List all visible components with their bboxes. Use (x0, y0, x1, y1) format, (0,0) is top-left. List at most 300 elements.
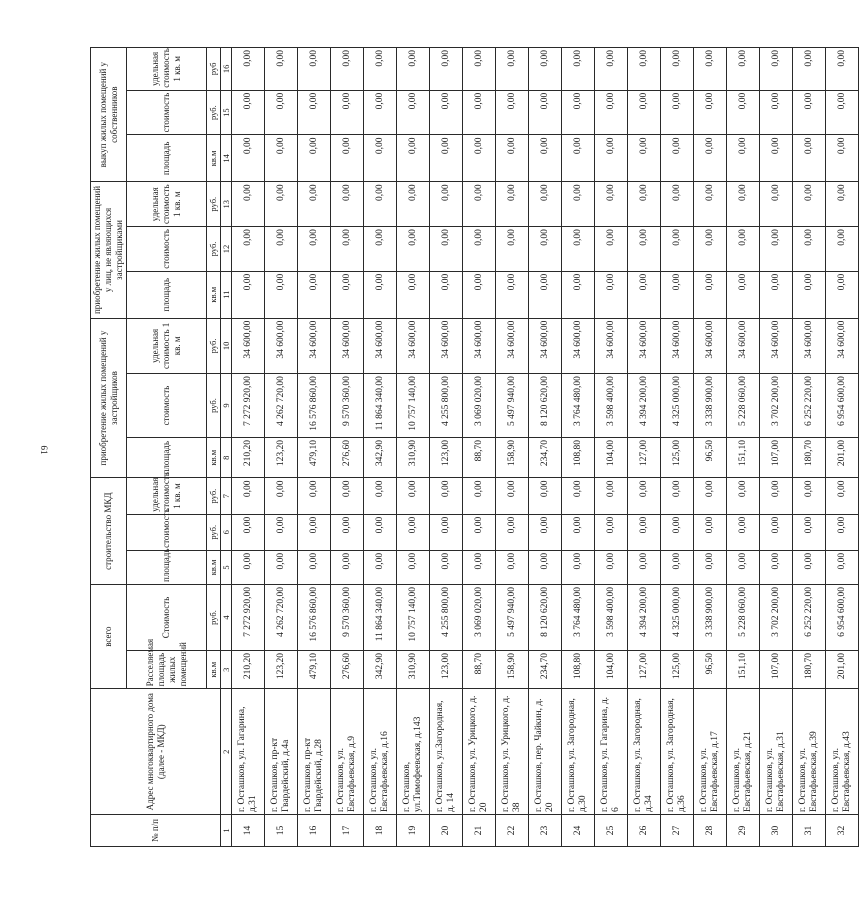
row-constr-area: 0,00 (430, 550, 463, 584)
row-settle-area: 180,70 (793, 651, 826, 689)
row-total-cost: 4 325 000,00 (661, 584, 694, 650)
row-address: г. Осташков, ул. Загородная, д.34 (628, 689, 661, 815)
row-dev-unit: 34 600,00 (760, 318, 793, 373)
column-number: 5 (221, 550, 232, 584)
row-dev-cost: 5 497 940,00 (496, 374, 529, 438)
row-buyout-area: 0,00 (298, 135, 331, 182)
row-dev-unit: 34 600,00 (463, 318, 496, 373)
col-dev-unit: удельная стоимость 1 кв. м (127, 318, 207, 373)
row-nondev-area: 0,00 (331, 271, 364, 318)
row-total-cost: 9 570 360,00 (331, 584, 364, 650)
row-nondev-cost: 0,00 (265, 227, 298, 272)
row-nondev-unit: 0,00 (793, 182, 826, 227)
row-total-cost: 8 120 620,00 (529, 584, 562, 650)
column-number: 8 (221, 437, 232, 477)
col-constr-unit: удельная стоимость 1 кв. м (127, 478, 207, 514)
row-number: 32 (826, 815, 859, 847)
row-settle-area: 107,00 (760, 651, 793, 689)
row-number: 25 (595, 815, 628, 847)
row-buyout-area: 0,00 (793, 135, 826, 182)
row-nondev-area: 0,00 (826, 271, 859, 318)
row-address: г. Осташков, ул. Гагарина, д. 6 (595, 689, 628, 815)
row-dev-cost: 8 120 620,00 (529, 374, 562, 438)
row-nondev-unit: 0,00 (298, 182, 331, 227)
row-constr-unit: 0,00 (298, 478, 331, 514)
row-address: г. Осташков, ул. Евстафьевская, д.16 (364, 689, 397, 815)
col-no-header: № п/п (91, 815, 221, 847)
row-nondev-area: 0,00 (529, 271, 562, 318)
row-settle-area: 123,00 (430, 651, 463, 689)
row-nondev-unit: 0,00 (232, 182, 265, 227)
row-buyout-unit: 0,00 (397, 48, 430, 91)
table-row (397, 48, 430, 847)
row-buyout-cost: 0,00 (595, 90, 628, 135)
row-constr-unit: 0,00 (463, 478, 496, 514)
column-number: 13 (221, 182, 232, 227)
row-constr-unit: 0,00 (760, 478, 793, 514)
row-constr-cost: 0,00 (298, 514, 331, 550)
resettlement-table (90, 47, 859, 847)
row-number: 27 (661, 815, 694, 847)
row-total-cost: 16 576 860,00 (298, 584, 331, 650)
row-address: г. Осташков, ул. Евстафьевская, д.31 (760, 689, 793, 815)
col-total-cost: Стоимость (127, 584, 207, 650)
col-buyout-area: площадь (127, 135, 207, 182)
row-nondev-unit: 0,00 (463, 182, 496, 227)
row-nondev-area: 0,00 (661, 271, 694, 318)
row-nondev-area: 0,00 (562, 271, 595, 318)
row-nondev-unit: 0,00 (595, 182, 628, 227)
row-buyout-area: 0,00 (595, 135, 628, 182)
column-number: 9 (221, 374, 232, 438)
table-row (496, 48, 529, 847)
row-constr-unit: 0,00 (793, 478, 826, 514)
row-buyout-unit: 0,00 (760, 48, 793, 91)
row-buyout-area: 0,00 (463, 135, 496, 182)
row-constr-area: 0,00 (232, 550, 265, 584)
table-row (364, 48, 397, 847)
row-constr-cost: 0,00 (628, 514, 661, 550)
row-buyout-unit: 0,00 (463, 48, 496, 91)
col-nondev-unit: удельная стоимость 1 кв. м (127, 182, 207, 227)
row-settle-area: 310,90 (397, 651, 430, 689)
row-constr-cost: 0,00 (331, 514, 364, 550)
unit-label: руб. (207, 90, 221, 135)
row-constr-cost: 0,00 (727, 514, 760, 550)
table-row (661, 48, 694, 847)
row-nondev-area: 0,00 (232, 271, 265, 318)
row-dev-cost: 7 272 920,00 (232, 374, 265, 438)
row-constr-unit: 0,00 (430, 478, 463, 514)
row-buyout-area: 0,00 (826, 135, 859, 182)
row-constr-area: 0,00 (397, 550, 430, 584)
row-address: г. Осташков, ул.Загородная, д. 14 (430, 689, 463, 815)
row-buyout-area: 0,00 (628, 135, 661, 182)
row-number: 24 (562, 815, 595, 847)
row-nondev-cost: 0,00 (397, 227, 430, 272)
row-settle-area: 342,90 (364, 651, 397, 689)
page-number: 61 (39, 445, 49, 455)
row-address: г. Осташков, ул. Урицкого, д. 20 (463, 689, 496, 815)
unit-label: кв.м (207, 135, 221, 182)
row-buyout-cost: 0,00 (397, 90, 430, 135)
row-constr-cost: 0,00 (463, 514, 496, 550)
row-dev-unit: 34 600,00 (628, 318, 661, 373)
row-nondev-area: 0,00 (727, 271, 760, 318)
column-number: 1 (221, 815, 232, 847)
column-number: 4 (221, 584, 232, 650)
row-dev-unit: 34 600,00 (265, 318, 298, 373)
row-address: г. Осташков, ул. Евстафьевская, д.43 (826, 689, 859, 815)
row-dev-cost: 3 764 480,00 (562, 374, 595, 438)
row-constr-area: 0,00 (661, 550, 694, 584)
row-constr-unit: 0,00 (529, 478, 562, 514)
row-buyout-area: 0,00 (661, 135, 694, 182)
row-constr-unit: 0,00 (562, 478, 595, 514)
row-address: г. Осташков, ул. Загородная, д.36 (661, 689, 694, 815)
row-dev-area: 125,00 (661, 437, 694, 477)
row-constr-cost: 0,00 (562, 514, 595, 550)
row-nondev-area: 0,00 (397, 271, 430, 318)
table-row (463, 48, 496, 847)
row-settle-area: 210,20 (232, 651, 265, 689)
row-dev-cost: 4 394 200,00 (628, 374, 661, 438)
row-dev-area: 107,00 (760, 437, 793, 477)
row-buyout-unit: 0,00 (265, 48, 298, 91)
row-dev-unit: 34 600,00 (397, 318, 430, 373)
row-number: 14 (232, 815, 265, 847)
row-nondev-cost: 0,00 (496, 227, 529, 272)
row-dev-unit: 34 600,00 (331, 318, 364, 373)
table-row (826, 48, 859, 847)
row-nondev-cost: 0,00 (793, 227, 826, 272)
row-constr-cost: 0,00 (661, 514, 694, 550)
row-dev-area: 127,00 (628, 437, 661, 477)
col-buyout-cost: стоимость (127, 90, 207, 135)
row-nondev-unit: 0,00 (265, 182, 298, 227)
col-buyout-unit: удельная стоимость 1 кв. м (127, 48, 207, 91)
row-number: 23 (529, 815, 562, 847)
row-constr-unit: 0,00 (232, 478, 265, 514)
unit-label: кв.м (207, 437, 221, 477)
column-number: 11 (221, 271, 232, 318)
row-buyout-unit: 0,00 (826, 48, 859, 91)
row-address: г. Осташков, ул.Тимофеевская, д.143 (397, 689, 430, 815)
row-buyout-unit: 0,00 (628, 48, 661, 91)
row-nondev-unit: 0,00 (628, 182, 661, 227)
row-buyout-area: 0,00 (232, 135, 265, 182)
row-nondev-unit: 0,00 (397, 182, 430, 227)
row-buyout-cost: 0,00 (562, 90, 595, 135)
row-constr-cost: 0,00 (265, 514, 298, 550)
row-dev-unit: 34 600,00 (430, 318, 463, 373)
row-constr-unit: 0,00 (364, 478, 397, 514)
row-buyout-unit: 0,00 (793, 48, 826, 91)
row-settle-area: 158,90 (496, 651, 529, 689)
row-address: г. Осташков, ул. Евстафьевская, д.17 (694, 689, 727, 815)
row-number: 19 (397, 815, 430, 847)
table-row (562, 48, 595, 847)
row-dev-cost: 3 338 900,00 (694, 374, 727, 438)
row-dev-unit: 34 600,00 (661, 318, 694, 373)
table-row (694, 48, 727, 847)
row-buyout-cost: 0,00 (694, 90, 727, 135)
row-constr-cost: 0,00 (529, 514, 562, 550)
row-nondev-area: 0,00 (298, 271, 331, 318)
row-dev-cost: 3 702 200,00 (760, 374, 793, 438)
row-dev-area: 201,00 (826, 437, 859, 477)
row-buyout-area: 0,00 (265, 135, 298, 182)
row-nondev-unit: 0,00 (529, 182, 562, 227)
row-dev-unit: 34 600,00 (793, 318, 826, 373)
row-settle-area: 234,70 (529, 651, 562, 689)
row-buyout-area: 0,00 (529, 135, 562, 182)
row-number: 26 (628, 815, 661, 847)
row-constr-unit: 0,00 (727, 478, 760, 514)
row-buyout-cost: 0,00 (232, 90, 265, 135)
group-purchase-developers: приобретение жилых помещений у застройщиков (91, 318, 127, 478)
row-nondev-area: 0,00 (463, 271, 496, 318)
row-buyout-cost: 0,00 (760, 90, 793, 135)
column-number: 15 (221, 90, 232, 135)
row-constr-unit: 0,00 (595, 478, 628, 514)
row-constr-area: 0,00 (265, 550, 298, 584)
row-constr-unit: 0,00 (826, 478, 859, 514)
row-total-cost: 3 764 480,00 (562, 584, 595, 650)
row-number: 28 (694, 815, 727, 847)
table-row (298, 48, 331, 847)
col-nondev-cost: стоимость (127, 227, 207, 272)
row-nondev-unit: 0,00 (364, 182, 397, 227)
row-buyout-area: 0,00 (496, 135, 529, 182)
row-buyout-cost: 0,00 (529, 90, 562, 135)
row-number: 22 (496, 815, 529, 847)
column-number: 7 (221, 478, 232, 514)
row-number: 30 (760, 815, 793, 847)
table-row (232, 48, 265, 847)
row-buyout-unit: 0,00 (331, 48, 364, 91)
row-dev-area: 88,70 (463, 437, 496, 477)
unit-label: руб. (207, 584, 221, 650)
row-number: 21 (463, 815, 496, 847)
row-buyout-cost: 0,00 (628, 90, 661, 135)
row-constr-unit: 0,00 (496, 478, 529, 514)
row-dev-area: 210,20 (232, 437, 265, 477)
row-nondev-unit: 0,00 (826, 182, 859, 227)
row-constr-area: 0,00 (298, 550, 331, 584)
row-nondev-cost: 0,00 (562, 227, 595, 272)
column-number: 2 (221, 689, 232, 815)
row-nondev-cost: 0,00 (727, 227, 760, 272)
table-row (331, 48, 364, 847)
row-constr-area: 0,00 (331, 550, 364, 584)
row-buyout-area: 0,00 (430, 135, 463, 182)
row-constr-cost: 0,00 (430, 514, 463, 550)
row-buyout-cost: 0,00 (430, 90, 463, 135)
row-constr-cost: 0,00 (793, 514, 826, 550)
row-constr-area: 0,00 (694, 550, 727, 584)
row-settle-area: 123,20 (265, 651, 298, 689)
row-buyout-cost: 0,00 (793, 90, 826, 135)
row-total-cost: 6 954 600,00 (826, 584, 859, 650)
row-constr-area: 0,00 (562, 550, 595, 584)
row-buyout-area: 0,00 (760, 135, 793, 182)
row-address: г. Осташков, ул. Евстафьевская, д.9 (331, 689, 364, 815)
row-dev-cost: 3 069 020,00 (463, 374, 496, 438)
row-total-cost: 7 272 920,00 (232, 584, 265, 650)
col-settle-area: Расселяемая площадь жилых помещений (127, 651, 207, 689)
row-nondev-cost: 0,00 (595, 227, 628, 272)
unit-label: кв.м (207, 271, 221, 318)
row-buyout-unit: 0,00 (232, 48, 265, 91)
row-settle-area: 96,50 (694, 651, 727, 689)
column-number: 14 (221, 135, 232, 182)
row-settle-area: 125,00 (661, 651, 694, 689)
row-constr-unit: 0,00 (661, 478, 694, 514)
row-buyout-cost: 0,00 (463, 90, 496, 135)
row-nondev-unit: 0,00 (661, 182, 694, 227)
row-total-cost: 3 598 400,00 (595, 584, 628, 650)
row-settle-area: 127,00 (628, 651, 661, 689)
row-nondev-cost: 0,00 (661, 227, 694, 272)
row-constr-unit: 0,00 (397, 478, 430, 514)
row-total-cost: 4 394 200,00 (628, 584, 661, 650)
table-row (430, 48, 463, 847)
row-buyout-area: 0,00 (727, 135, 760, 182)
row-buyout-unit: 0,00 (562, 48, 595, 91)
group-buyout: выкуп жилых помещений у собственников (91, 48, 127, 182)
table-row (727, 48, 760, 847)
row-buyout-cost: 0,00 (826, 90, 859, 135)
table-row (760, 48, 793, 847)
row-constr-area: 0,00 (826, 550, 859, 584)
row-address: г. Осташков, ул. Урицкого, д. 38 (496, 689, 529, 815)
row-constr-cost: 0,00 (397, 514, 430, 550)
row-constr-cost: 0,00 (496, 514, 529, 550)
row-dev-cost: 9 570 360,00 (331, 374, 364, 438)
row-nondev-cost: 0,00 (628, 227, 661, 272)
row-total-cost: 3 069 020,00 (463, 584, 496, 650)
row-constr-unit: 0,00 (694, 478, 727, 514)
col-dev-area: площадь (127, 437, 207, 477)
table-header (91, 48, 232, 847)
row-nondev-area: 0,00 (694, 271, 727, 318)
row-nondev-area: 0,00 (595, 271, 628, 318)
row-dev-area: 123,20 (265, 437, 298, 477)
row-nondev-unit: 0,00 (760, 182, 793, 227)
row-constr-area: 0,00 (760, 550, 793, 584)
unit-label: руб. (207, 318, 221, 373)
row-constr-unit: 0,00 (331, 478, 364, 514)
row-address: г. Осташков, пер. Чайкин, д. 20 (529, 689, 562, 815)
row-constr-cost: 0,00 (232, 514, 265, 550)
row-address: г. Осташков, ул. Евстафьевская, д.39 (793, 689, 826, 815)
row-nondev-area: 0,00 (760, 271, 793, 318)
row-buyout-cost: 0,00 (364, 90, 397, 135)
row-constr-area: 0,00 (595, 550, 628, 584)
row-settle-area: 276,60 (331, 651, 364, 689)
row-constr-area: 0,00 (529, 550, 562, 584)
column-number: 16 (221, 48, 232, 91)
row-dev-unit: 34 600,00 (298, 318, 331, 373)
row-dev-cost: 11 864 340,00 (364, 374, 397, 438)
row-settle-area: 479,10 (298, 651, 331, 689)
row-nondev-cost: 0,00 (298, 227, 331, 272)
row-dev-area: 104,00 (595, 437, 628, 477)
row-number: 31 (793, 815, 826, 847)
row-nondev-unit: 0,00 (562, 182, 595, 227)
row-nondev-unit: 0,00 (331, 182, 364, 227)
column-number: 6 (221, 514, 232, 550)
row-constr-unit: 0,00 (628, 478, 661, 514)
row-nondev-area: 0,00 (793, 271, 826, 318)
row-settle-area: 201,00 (826, 651, 859, 689)
group-construction: строительство МКД (91, 478, 127, 585)
row-constr-cost: 0,00 (694, 514, 727, 550)
row-constr-cost: 0,00 (595, 514, 628, 550)
row-dev-unit: 34 600,00 (694, 318, 727, 373)
col-constr-area: площадь (127, 550, 207, 584)
row-dev-cost: 3 598 400,00 (595, 374, 628, 438)
unit-label: руб (207, 48, 221, 91)
row-total-cost: 6 252 220,00 (793, 584, 826, 650)
row-nondev-cost: 0,00 (760, 227, 793, 272)
col-nondev-area: площадь (127, 271, 207, 318)
row-constr-area: 0,00 (628, 550, 661, 584)
row-dev-area: 234,70 (529, 437, 562, 477)
row-dev-area: 123,00 (430, 437, 463, 477)
unit-label: руб. (207, 227, 221, 272)
row-settle-area: 88,70 (463, 651, 496, 689)
row-nondev-cost: 0,00 (232, 227, 265, 272)
row-address: г. Осташков, пр-кт Гвардейский, д.4а (265, 689, 298, 815)
col-constr-cost: стоимость (127, 514, 207, 550)
col-dev-cost: стоимость (127, 374, 207, 438)
unit-label: руб. (207, 478, 221, 514)
row-settle-area: 108,80 (562, 651, 595, 689)
row-dev-cost: 6 954 600,00 (826, 374, 859, 438)
row-total-cost: 3 338 900,00 (694, 584, 727, 650)
row-address: г. Осташков, пр-кт Гвардейский, д.28 (298, 689, 331, 815)
column-number: 10 (221, 318, 232, 373)
row-dev-area: 151,10 (727, 437, 760, 477)
row-address: г. Осташков, ул. Загородная, д.30 (562, 689, 595, 815)
row-total-cost: 5 228 060,00 (727, 584, 760, 650)
row-buyout-cost: 0,00 (298, 90, 331, 135)
row-nondev-area: 0,00 (496, 271, 529, 318)
group-purchase-non-developers: приобретение жилых помещений у лиц, не являющихся застройщиками (91, 182, 127, 318)
row-nondev-unit: 0,00 (430, 182, 463, 227)
col-address-header: Адрес многоквартирного дома (далее - МКД) (91, 689, 221, 815)
row-nondev-cost: 0,00 (694, 227, 727, 272)
row-buyout-area: 0,00 (364, 135, 397, 182)
row-buyout-cost: 0,00 (496, 90, 529, 135)
row-dev-area: 479,10 (298, 437, 331, 477)
row-dev-cost: 6 252 220,00 (793, 374, 826, 438)
row-dev-unit: 34 600,00 (595, 318, 628, 373)
unit-label: руб. (207, 514, 221, 550)
row-nondev-unit: 0,00 (727, 182, 760, 227)
row-nondev-area: 0,00 (265, 271, 298, 318)
row-dev-cost: 10 757 140,00 (397, 374, 430, 438)
row-buyout-unit: 0,00 (694, 48, 727, 91)
unit-label: кв.м (207, 550, 221, 584)
row-constr-cost: 0,00 (760, 514, 793, 550)
row-nondev-cost: 0,00 (430, 227, 463, 272)
unit-label: руб. (207, 182, 221, 227)
row-dev-area: 310,90 (397, 437, 430, 477)
row-nondev-unit: 0,00 (496, 182, 529, 227)
